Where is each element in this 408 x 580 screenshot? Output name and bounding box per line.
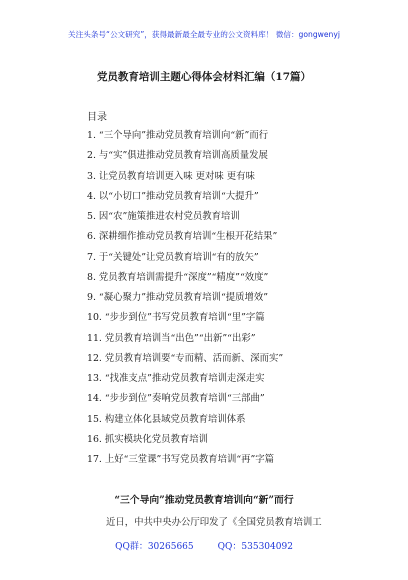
toc-item: 5. 因“农”施策推进农村党员教育培训 bbox=[87, 211, 240, 222]
toc-item: 1. “三个导向”推动党员教育培训向“新”而行 bbox=[87, 130, 269, 141]
toc-heading: 目录 bbox=[87, 112, 107, 123]
toc-item: 9. “凝心聚力”推动党员教育培训“提质增效” bbox=[87, 292, 269, 303]
qq-group-number: QQ群：30265665 bbox=[115, 542, 194, 552]
document-title: 党员教育培训主题心得体会材料汇编（17篇） bbox=[96, 71, 312, 83]
header-banner: 关注头条号“公文研究”，获得最新最全最专业的公文资料库！ 微信：gongwenyj bbox=[68, 30, 340, 39]
toc-item: 11. 党员教育培训当“出色”“出新”“出彩” bbox=[87, 332, 256, 344]
toc-item: 6. 深耕细作推动党员教育培训“生根开花结果” bbox=[87, 231, 278, 243]
toc-item: 8. 党员教育培训需提升“深度”“精度”“效度” bbox=[87, 271, 269, 283]
body-text: 近日，中共中央办公厅印发了《全国党员教育培训工 bbox=[106, 517, 322, 528]
qq-number: QQ：535304092 bbox=[217, 542, 293, 552]
toc-item: 4. 以“小切口”推动党员教育培训“大提升” bbox=[87, 190, 259, 202]
toc-item: 15. 构建立体化县域党员教育培训体系 bbox=[87, 413, 246, 425]
footer-contact bbox=[0, 539, 408, 552]
section-title: “三个导向”推动党员教育培训向“新”而行 bbox=[114, 495, 294, 506]
toc-item: 2. 与“实”俱进推动党员教育培训高质量发展 bbox=[87, 150, 268, 162]
toc-item: 7. 于“关键处”让党员教育培训“有的放矢” bbox=[87, 251, 259, 263]
toc-item: 12. 党员教育培训要“专而精、活而新、深而实” bbox=[87, 352, 284, 364]
toc-item: 14. “步步到位”奏响党员教育培训“三部曲” bbox=[87, 393, 265, 405]
table-of-contents bbox=[87, 126, 283, 470]
toc-item: 3. 让党员教育培训更入味 更对味 更有味 bbox=[87, 170, 255, 182]
toc-item: 13. “找准支点”推动党员教育培训走深走实 bbox=[87, 373, 265, 384]
toc-item: 16. 抓实模块化党员教育培训 bbox=[87, 433, 209, 445]
toc-item: 10. “步步到位”书写党员教育培训“里”字篇 bbox=[87, 312, 265, 324]
toc-item: 17. 上好“三堂课”书写党员教育培训“再”字篇 bbox=[87, 454, 275, 465]
